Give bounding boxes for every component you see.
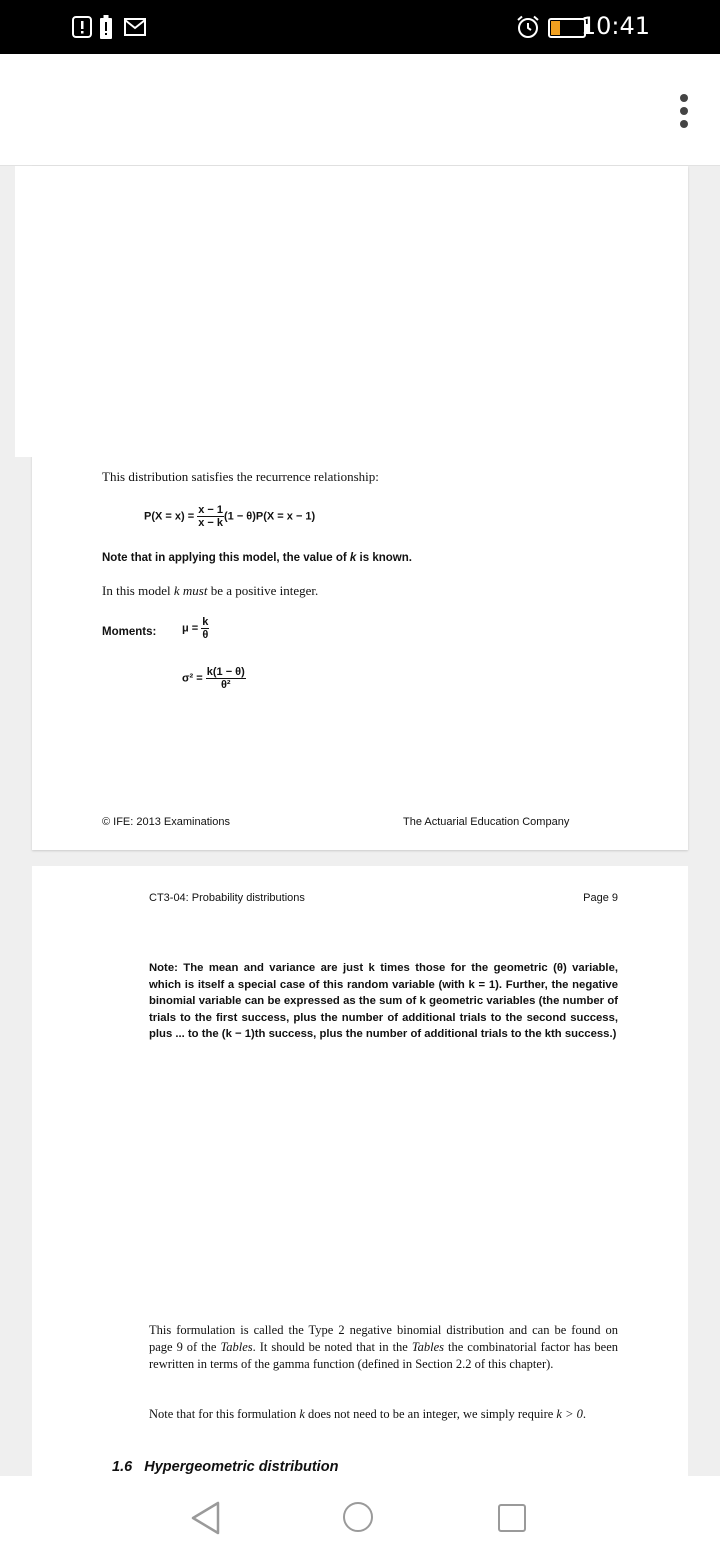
- note-known-suffix: is known.: [359, 552, 412, 564]
- note-mean-variance: Note: The mean and variance are just k times those for the geometric (θ) variable, which is itself a special case of this random variable (with k = 1). Further, the negative binomial variable can be expressed as the sum of k geometric variables (the number of trials to the first success, plus the number of additional trials to the second success, plus ... to the (k − 1)th success, plus the number of additional trials to the kth success.): [149, 962, 618, 1040]
- app-bar: [0, 54, 720, 166]
- alarm-icon: [516, 15, 540, 39]
- recurrence-formula: [144, 504, 315, 529]
- type2-text-a: This formulation is called the Type 2 negative binomial distribution and can be found on page 9 of the: [149, 1323, 618, 1354]
- type2-paragraph: [149, 1322, 618, 1373]
- back-icon[interactable]: [190, 1500, 222, 1536]
- note-known-text: Note that in applying this model, the value of: [102, 552, 347, 564]
- integer-statement: [102, 583, 318, 599]
- clock-time: 10:41: [580, 12, 650, 40]
- pdf-page-9: [32, 866, 688, 1476]
- note-known-var: k: [349, 552, 357, 564]
- integer-note-cond: k > 0: [556, 1407, 583, 1421]
- integer-prefix: In this model: [102, 583, 171, 598]
- type2-tables-1: Tables: [220, 1340, 253, 1354]
- mean-fraction: [201, 616, 209, 641]
- gmail-icon: [124, 18, 146, 36]
- pdf-page-8: [32, 166, 688, 850]
- status-bar: [0, 0, 720, 54]
- page-header-title: CT3-04: Probability distributions: [149, 892, 305, 904]
- type2-tables-2: Tables: [411, 1340, 445, 1354]
- type2-text-b: . It should be noted that in the: [252, 1340, 408, 1354]
- moments-label: Moments:: [102, 626, 157, 638]
- integer-var: k: [173, 583, 180, 598]
- home-icon[interactable]: [343, 1502, 373, 1532]
- variance-denominator: θ²: [220, 679, 231, 691]
- mean-denominator: θ: [202, 629, 209, 641]
- integer-note: [149, 1407, 629, 1422]
- section-heading: [112, 1459, 338, 1475]
- integer-note-k: k: [299, 1407, 305, 1421]
- alert-icon: [72, 16, 92, 38]
- section-number: 1.6: [112, 1459, 133, 1475]
- mean-formula: [182, 616, 209, 641]
- formula-denominator: x − k: [198, 517, 223, 529]
- section-title: Hypergeometric distribution: [144, 1459, 339, 1475]
- variance-lhs: σ² =: [182, 672, 203, 685]
- integer-note-a: Note that for this formulation: [149, 1407, 297, 1421]
- footer-copyright: © IFE: 2013 Examinations: [102, 816, 230, 828]
- variance-numerator: k(1 − θ): [206, 666, 245, 678]
- note-known: [102, 552, 412, 564]
- integer-note-end: .: [582, 1407, 587, 1421]
- integer-must: must: [182, 583, 208, 598]
- variance-formula: [182, 666, 246, 691]
- formula-fraction: [197, 504, 224, 529]
- footer-company: The Actuarial Education Company: [403, 816, 570, 828]
- mean-numerator: k: [202, 616, 209, 628]
- formula-numerator: x − 1: [198, 504, 223, 516]
- recent-apps-icon[interactable]: [498, 1504, 526, 1532]
- integer-suffix: be a positive integer.: [210, 583, 319, 598]
- mean-lhs: μ =: [182, 622, 199, 635]
- page-edge: [15, 166, 32, 457]
- more-options-icon[interactable]: [678, 94, 690, 128]
- variance-fraction: [206, 666, 246, 691]
- battery-alert-icon: [100, 15, 112, 39]
- type2-text-c: the combinatorial factor has been rewritten in terms of the gamma function (defined in Section 2.2 of this chapter).: [149, 1340, 619, 1371]
- formula-rhs: (1 − θ)P(X = x − 1): [223, 510, 316, 523]
- page-header-number: Page 9: [583, 892, 618, 904]
- formula-lhs: P(X = x) =: [144, 510, 195, 523]
- integer-note-b: does not need to be an integer, we simply require: [308, 1407, 554, 1421]
- recurrence-intro: This distribution satisfies the recurrence relationship:: [102, 469, 379, 484]
